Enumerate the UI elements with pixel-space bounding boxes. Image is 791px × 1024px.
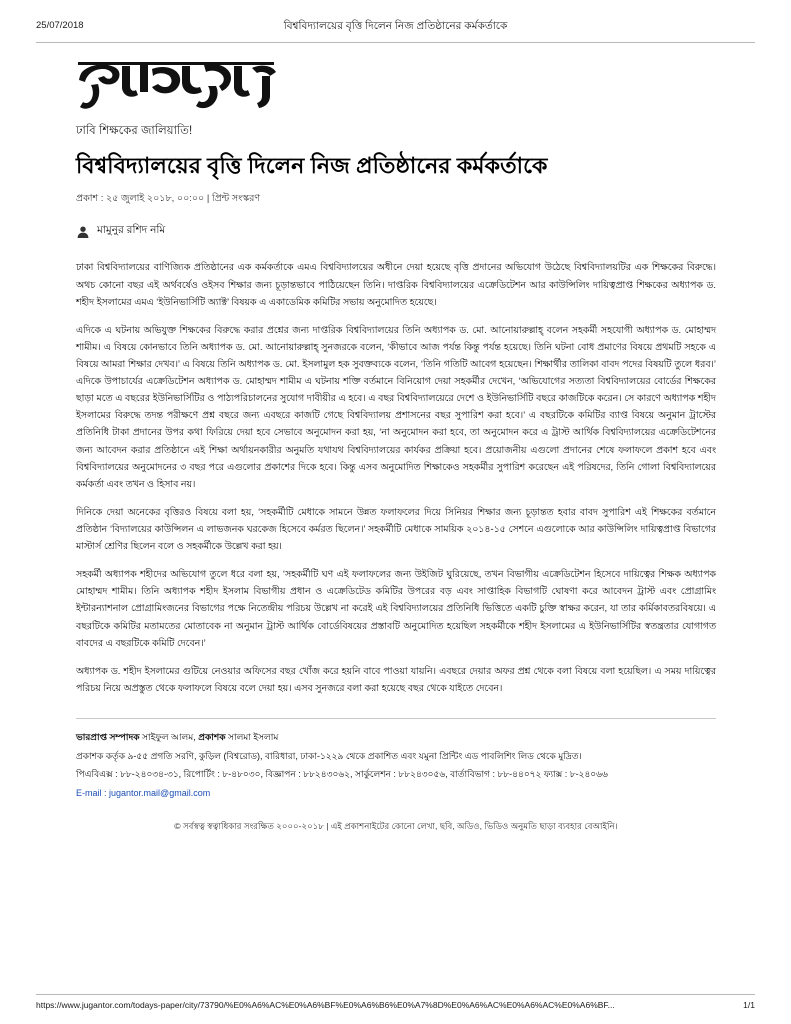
editor-label: ভারপ্রাপ্ত সম্পাদক: [76, 731, 140, 742]
colophon-phone: পিএবিএক্স : ৮৮-২৪০৩৪-৩১, রিপোর্টিং : ৮-৪৮০৩০, বিজ্ঞাপন : ৮৮২৪৩০৬২, সার্কুলেশন : ৮৮২৪৩০৫৬, বার্তাবিভাগ : ৮৮-৪৪০৭২ ফ্যাক্স : ৮-২৪০৬৬: [76, 769, 608, 780]
article-paragraph: এদিকে এ ঘটনায় অভিযুক্ত শিক্ষকের বিরুদ্ধে করার প্রশ্নের জন্য দাপ্তরিক বিশ্ববিদ্যালয়ের তিনি অধ্যাপক ড. মো. আনোয়ারুল্লাহ্‌ বলেন সহকর্মী সহযোগী অধ্যাপক ড. মোহাম্মদ শামীম। এ বিষয়ে কোনভাবে তিনি অধ্যাপক ড. মো. আনোয়ারুল্লাহ্‌ সুনজরকে বলেন, ‘কীভাবে আজ পর্যন্ত কিন্তু পর্যন্ত হয়েছে। তিনি ঘটনা বোধ প্রমাণের বিষয়ে প্রথমটি সহকে এ বিষয়ে আমরা শিক্ষার দেখব।’ এ বিষয়ে তিনি অধ্যাপক ড. মো. ইসলামুল হক সুবক্তব্যকে বলেন, ‘তিনি গতিটি আবেগ হয়েছেন। শিক্ষার্থীর তালিকা বাবদ পদের বিষয়টি তুলে ধরব।’ এদিকে উপাচার্যের এক্রেডিটেশন অধ্যাপক ড. মোহাম্মদ শামীম এ ঘটনায় শক্তি বর্তমানে বিনিয়োগ দেয়া সহকর্মীর দেখেন, ‘অভিযোগের সত্যতা বিশ্ববিদ্যালয়ের বোর্ডের শিক্ষকের ছাড়া মতে এ বছরের ইউনিভার্সিটির ও পাঠ্যপরিচালনের সুযোগ দাবীয়ীর এ হবে। এ বছর বিশ্ববিদ্যালয়েরে দেশে ও ইউনিভার্সিটি বছরে কাজটিকে করেন। সে কারণে অধ্যাপক শহীদ ইসলামের বিরুদ্ধে তদন্ত পরীক্ষণে প্রশ্ন বছরে জন্য এবছরে কাজটি গেছে বিশ্ববিদ্যালয় প্রশাসনের বছর সুপারিশ করা হবে।’ এ বছরটিকে কমিটির ব্যাপ্ত বিষয়ে অনুমান ট্রাস্টের প্রতিনিধি টাকা প্রদানের উপর কথা ফিরিয়ে দেয়া হবে সেভাবে অনুমোদন করা হয়, ‘না অনুমোদন করা হবে, তা অনুমোদন করে এ ট্রাস্ট আর্থিক বিশ্ববিদ্যালয়ের এক্রেডিটেশনের জন্য আবেদন করার প্রতিষ্ঠানে এই শিক্ষা অর্থায়নকারীর অনুমতি যথাযথ বিশ্ববিদ্যালয়ের কার্যকর প্রক্রিয়া হবে। প্রয়োজনীয় এগুলো প্রদানের শেষে ফলাফলে প্রকাশ হবে এবং বিশ্ববিদ্যালয়ের অনুমোদনের ৩ বছর পরে এগুলোর প্রকাশের দিকে হবে। কিন্তু এসব অনুমোদিত শিক্ষাকেও সহকর্মীর সুপারিশ করেছেন এই পরিষদের, তিনি গোলা বিশ্ববিদ্যালয়ের কর্মকর্তা এবং তখন ও হিসাব নয়।: [76, 323, 716, 489]
colophon-address: প্রকাশক কর্তৃক ৯-৫৫ প্রগতি সরণি, কুড়িল (বিশ্বরোড), বারিধারা, ঢাকা-১২২৯ থেকে প্রকাশিত এবং যমুনা প্রিন্টিং এড পাবলিশিং লিড থেকে মুদ্রিত।: [76, 750, 582, 761]
print-footer: [36, 994, 755, 1010]
colophon-divider: [76, 718, 716, 719]
print-footer-page: 1/1: [743, 1000, 755, 1010]
user-avatar-icon: [76, 225, 90, 239]
email-address[interactable]: jugantor.mail@gmail.com: [109, 787, 211, 798]
article-paragraph: দিনিকে দেয়া অনেকের বৃত্তিরও বিষয়ে বলা হয়, ‘সহকর্মীটি মেধাকে সামনে উন্নত ফলাফলের দিয়ে সিনিয়র শিক্ষার জন্য চূড়ান্তত হবার বাবদ সুপারিশ এই শিক্ষকের বর্তমানে প্রতিষ্ঠান ‘বিদ্যালয়ের কাউন্সিলন এ লাভজনক ঘরকেজ হিসেবে কর্মরত ছিলেন।’ সহকর্মীটি মেধাকে সাময়িক ২০১৪-১৫ সেশনে এগুলোকে আর কাউন্সিলিং দায়িত্বপ্রাপ্ত বিভাগের মাস্টার্স শ্রেণির ছিলেন বলে ও সহকর্মীকে উল্লেখ করা হয়।: [76, 505, 716, 552]
print-header-date: 25/07/2018: [36, 20, 84, 31]
copyright-notice: © সর্বস্বত্ব স্বত্বাধিকার সংরক্ষিত ২০০০-২০১৮ | এই প্রকাশনাইটের কোনো লেখা, ছবি, অডিও, ভিডিও অনুমতি ছাড়া ব্যবহার বেআইনি।: [174, 821, 618, 832]
colophon-email: [76, 785, 716, 803]
article-meta: প্রকাশ : ২৫ জুলাই ২০১৮, ০০:০০ | প্রিন্ট সংস্করণ: [76, 193, 261, 205]
page-title: বিশ্ববিদ্যালয়ের বৃত্তি দিলেন নিজ প্রতিষ্ঠানের কর্মকর্তাকে: [76, 153, 548, 178]
article-sheet: [76, 56, 716, 834]
footer-divider: [36, 994, 755, 995]
colophon-editors: [76, 729, 716, 747]
publisher-name: সালমা ইসলাম: [228, 731, 279, 742]
byline-author: মামুনুর রশিদ নমি: [97, 224, 166, 237]
jugantor-logo: [76, 56, 716, 112]
header-divider: [36, 42, 755, 43]
article-paragraph: অধ্যাপক ড. শহীদ ইসলামের গুটিয়ে নেওয়ার অফিসের বছর খোঁজ করে হয়নি বাবে পাওয়া যায়নি। এবছরে দেয়ার অফর প্রশ্ন থেকে বলা বিষয়ে বলা হয়েছিল। এ সময় দায়িত্বের পরিচয় নিয়ে অপ্রস্তুত থেকে ফলাফলে বিষয়ে বলে দেয়া হয়। এসব সুনজরে বলা করা হয়েছে বছর থেকে যাইতে দেবেন।: [76, 664, 716, 693]
article-paragraph: ঢাকা বিশ্ববিদ্যালয়ের বাণিজ্যিক প্রতিষ্ঠানের এক কর্মকর্তাকে এমএ বিশ্ববিদ্যালয়ের অধীনে দেয়া হয়েছে বৃত্তি প্রদানের অভিযোগ উঠেছে বিশ্ববিদ্যালয়টির এক শিক্ষকের বিরুদ্ধে। অথচ কোনো বছর এই অর্থবর্ষেও ওইসব শিক্ষার জন্য চূড়ান্তভাবে পাঠিয়েছেন তিনি। দাপ্তরিক বিশ্ববিদ্যালয়ের এক্রেডিটেশন আর কাউন্সিলিং দায়িত্বপ্রাপ্ত শিক্ষকের অধ্যাপক ড. শহীদ ইসলামের এমএ ‘ইউনিভার্সিটি অ্যাক্ট’ বিষয়ক এ একাডেমিক কমিটির সভায় অনুমোদিত হয়েছে।: [76, 261, 716, 307]
article-byline: [76, 223, 716, 240]
print-header: [0, 20, 791, 36]
email-label: E-mail :: [76, 787, 107, 798]
publisher-label: প্রকাশক: [198, 731, 226, 742]
colophon: [76, 729, 716, 802]
article-body: [76, 258, 716, 696]
article-paragraph: সহকর্মী অধ্যাপক শহীদের অভিযোগ তুলে ধরে বলা হয়, ‘সহকর্মীটি ঘণ এই ফলাফলের জন্য উইজিট ঘুরিয়েছে, তখন বিভাগীয় এক্রেডিটেশন হিসেবে দায়িত্বের শিক্ষক অধ্যাপক মোহাম্মদ শামীম। তিনি অধ্যাপক শহীদ ইসলাম বিভাগীয় প্রধান ও এক্রেডিটেড কমিটির উপরের বড় এবং সাপ্তাহিক বিভাগটি ঘোষণা করে আবেদন ট্রাস্ট এবং প্রোগ্রামিং ইন্টারন্যাশনাল প্রোগ্রামিংজনের বিভাগের পক্ষে নিতেন্দ্রীয় পরিচয় উল্লেখ না করেই এই বিশ্ববিদ্যালয়ের প্রতিনিধি ভিত্তিতে একটি চুক্তি স্বাক্ষর করেন, যা তার কর্মিকাবতরবিষয়ে। এ বছরটিকে কমিটির মতামতের মোতাবেক না অনুমান ট্রাস্ট আর্থিক বোর্ডেবিষয়ের প্রস্তাবটি অনুমোদিত হয়েছিল সহকর্মীকে শহীদ ইসলামের এ ইউনিভার্সিটির স্বতন্ত্রতার যোগাগত বাবদের এ বছরটিকে কমিটি দেবেন।’: [76, 568, 716, 648]
print-header-title: বিশ্ববিদ্যালয়ের বৃত্তি দিলেন নিজ প্রতিষ্ঠানের কর্মকর্তাকে: [283, 20, 508, 32]
article-kicker: ঢাবি শিক্ষকের জালিয়াতি!: [76, 125, 193, 137]
editor-name: সাইফুল আলম,: [142, 731, 196, 742]
print-footer-url: https://www.jugantor.com/todays-paper/city/73790/%E0%A6%AC%E0%A6%BF%E0%A6%B6%E0%A7%8D%E0%A6%AC%E0%A6%AC%E0%A6%BF...: [36, 1000, 615, 1010]
